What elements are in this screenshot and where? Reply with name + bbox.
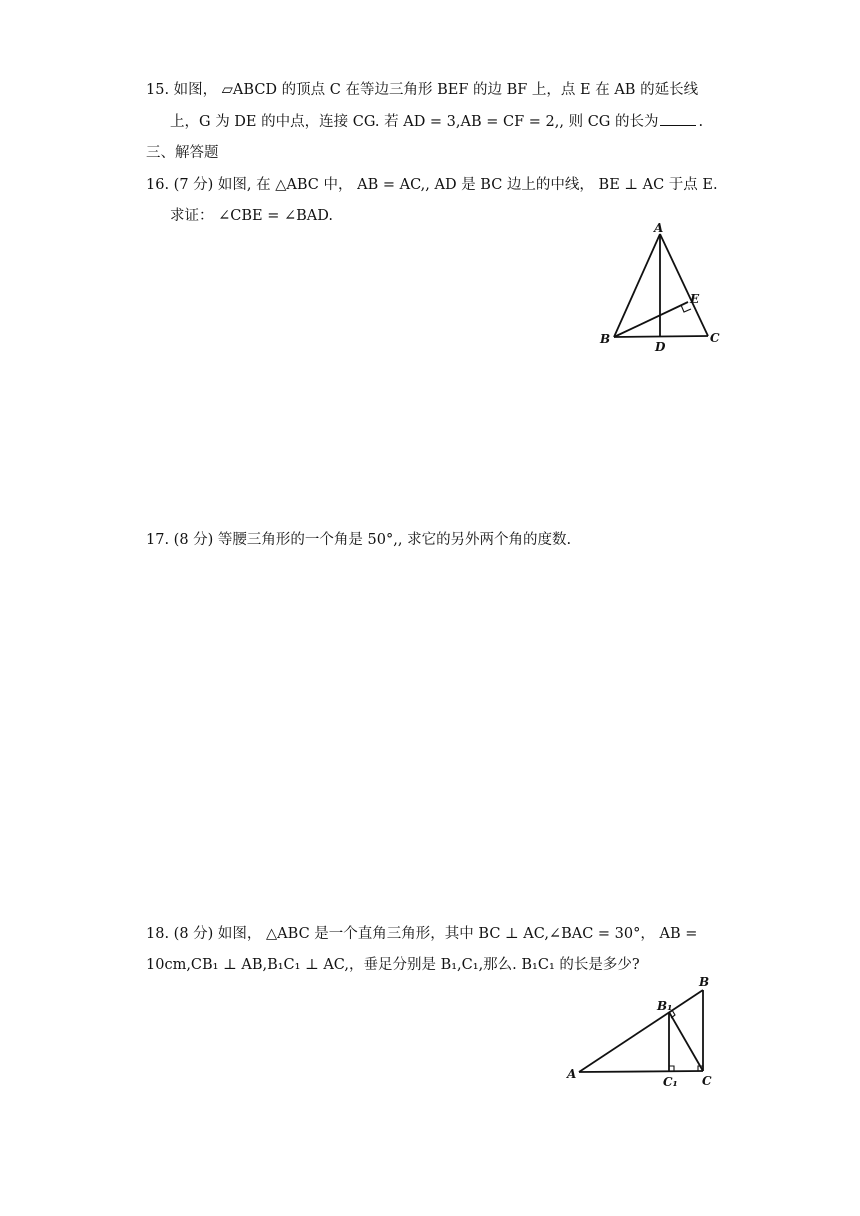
question-17-line-1: 17. (8 分) 等腰三角形的一个角是 50°,, 求它的另外两个角的度数. <box>146 532 572 548</box>
question-16-line-2: 求证： ∠CBE = ∠BAD. <box>170 208 333 224</box>
segment-ac <box>579 1071 703 1072</box>
question-15-line-2 <box>170 111 703 132</box>
question-18-line-2: 10cm,CB₁ ⊥ AB,B₁C₁ ⊥ AC,，垂足分别是 B₁,C₁,那么. B₁C₁ 的长是多少? <box>146 957 640 973</box>
label-c: C <box>710 331 720 345</box>
label-e: E <box>690 292 700 306</box>
question-16-line-1: 16. (7 分) 如图, 在 △ABC 中， AB = AC,, AD 是 BC 边上的中线， BE ⊥ AC 于点 E. <box>146 177 718 193</box>
label-c: C <box>702 1074 712 1088</box>
label-b1: B₁ <box>657 999 673 1013</box>
label-d: D <box>655 340 666 354</box>
question-15-line-2-end: . <box>698 114 704 130</box>
label-c1: C₁ <box>663 1075 678 1089</box>
label-a: A <box>654 221 664 235</box>
label-a: A <box>567 1067 577 1081</box>
question-16-figure <box>595 222 725 352</box>
segment-ab <box>579 990 703 1072</box>
section-heading: 三、解答题 <box>146 145 219 161</box>
question-18-figure <box>565 972 725 1092</box>
right-angle-mark-e <box>681 305 691 312</box>
segment-be <box>614 302 688 337</box>
segment-bc <box>614 336 708 337</box>
segment-ac <box>660 234 708 336</box>
question-15-line-1: 15. 如图， ▱ABCD 的顶点 C 在等边三角形 BEF 的边 BF 上，点 E 在 AB 的延长线 <box>146 82 699 98</box>
label-b: B <box>699 975 710 989</box>
answer-blank[interactable] <box>660 111 696 126</box>
question-15-line-2-text: 上，G 为 DE 的中点，连接 CG. 若 AD = 3,AB = CF = 2,, 则 CG 的长为 <box>170 114 659 130</box>
label-b: B <box>600 332 611 346</box>
segment-cb1 <box>669 1012 703 1071</box>
question-18-line-1: 18. (8 分) 如图， △ABC 是一个直角三角形，其中 BC ⊥ AC,∠BAC = 30°， AB = <box>146 926 698 942</box>
segment-ab <box>614 234 660 337</box>
